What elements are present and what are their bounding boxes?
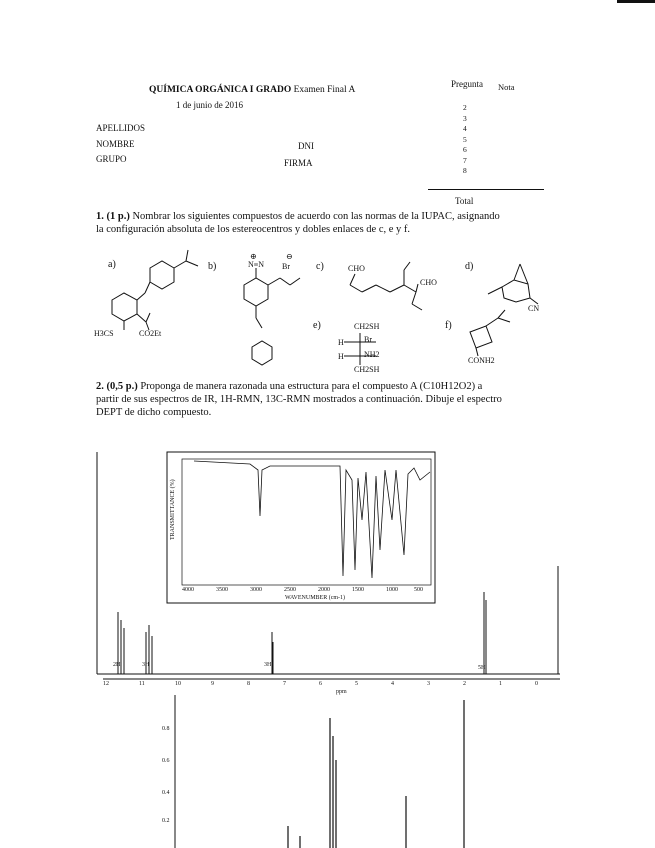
struct-b-plus: ⊕ — [250, 252, 257, 261]
grupo-field: GRUPO — [96, 154, 127, 164]
h-x-tick: 10 — [175, 681, 181, 687]
nombre-field: NOMBRE — [96, 139, 135, 149]
grade-number: 2 — [463, 103, 467, 112]
c-y-tick: 0.4 — [162, 790, 170, 796]
q2-text-line1: Proponga de manera razonada una estructura para el compuesto A (C10H12O2) a — [140, 381, 483, 392]
h-integral: 3H — [142, 662, 150, 668]
h-x-tick: 1 — [499, 681, 502, 687]
h-x-tick: 9 — [211, 681, 214, 687]
struct-e-top: CH2SH — [354, 322, 380, 331]
q2-text-line3: DEPT de dicho compuesto. — [96, 407, 212, 418]
ir-x-tick: 1500 — [352, 587, 364, 593]
h-x-tick: 3 — [427, 681, 430, 687]
grade-number: 4 — [463, 124, 467, 133]
ir-x-tick: 4000 — [182, 587, 194, 593]
label-a: a) — [108, 259, 116, 270]
ir-x-tick: 500 — [414, 587, 423, 593]
q2-text-line2: partir de sus espectros de IR, 1H-RMN, 13C-RMN mostrados a continuación. Dibuje el espectro — [96, 394, 502, 405]
ir-x-tick: 2000 — [318, 587, 330, 593]
label-b: b) — [208, 261, 217, 272]
struct-b-br: Br — [282, 262, 290, 271]
h-x-tick: 8 — [247, 681, 250, 687]
struct-e-bottom: CH2SH — [354, 365, 380, 374]
struct-f-conh2: CONH2 — [468, 356, 495, 365]
q1-text-line1: Nombrar los siguientes compuestos de acuerdo con las normas de la IUPAC, asignando — [132, 211, 500, 222]
h-nmr-unit: ppm — [336, 689, 347, 695]
h-integral: 5H — [478, 665, 486, 671]
h-integral: 3H — [264, 662, 272, 668]
title-subject: QUÍMICA ORGÁNICA I GRADO — [149, 85, 292, 95]
ir-inset-frame — [167, 452, 435, 603]
firma-field: FIRMA — [284, 158, 313, 168]
struct-e-nh2: NH2 — [364, 350, 380, 359]
struct-a-co2et: CO2Et — [139, 329, 162, 338]
struct-c-cho1: CHO — [348, 264, 365, 273]
struct-c-cho2: CHO — [420, 278, 437, 287]
dni-field: DNI — [298, 141, 314, 151]
q1-number: 1. — [96, 211, 104, 222]
grade-number: 6 — [463, 145, 467, 154]
struct-e-h1: H — [338, 338, 344, 347]
grade-number: 5 — [463, 134, 467, 144]
label-f: f) — [445, 320, 452, 331]
struct-d-cn: CN — [528, 304, 540, 313]
grade-number: 7 — [463, 155, 467, 165]
struct-b-minus: ⊖ — [286, 252, 293, 261]
label-c: c) — [316, 261, 324, 272]
q2-number: 2. — [96, 381, 104, 392]
ir-x-label: WAVENUMBER (cm-1) — [285, 595, 346, 601]
q1-points: (1 p.) — [106, 211, 130, 222]
q2-points: (0,5 p.) — [106, 381, 138, 392]
h-x-tick: 4 — [391, 681, 394, 687]
ir-x-tick: 3500 — [216, 587, 228, 593]
struct-e-h2: H — [338, 352, 344, 361]
q1-text-line2: la configuración absoluta de los estereocentros y dobles enlaces de c, e y f. — [96, 224, 411, 235]
c-y-tick: 0.8 — [162, 726, 170, 732]
h-x-tick: 6 — [319, 681, 322, 687]
h-x-tick: 0 — [535, 681, 538, 687]
total-label: Total — [455, 196, 474, 206]
ir-x-tick: 3000 — [250, 587, 262, 593]
h-x-tick: 11 — [139, 681, 145, 687]
h-x-tick: 7 — [283, 681, 286, 687]
grade-number: 3 — [463, 113, 467, 123]
c-y-tick: 0.6 — [162, 758, 170, 764]
h-x-tick: 12 — [103, 681, 109, 687]
struct-a-h3cs: H3CS — [94, 329, 114, 338]
struct-e-br: Br — [364, 335, 372, 344]
h-x-tick: 5 — [355, 681, 358, 687]
apellidos-field: APELLIDOS — [96, 123, 145, 133]
h-integral: 2H — [113, 662, 121, 668]
label-d: d) — [465, 261, 474, 272]
c-y-tick: 0.2 — [162, 818, 170, 824]
exam-date: 1 de junio de 2016 — [176, 100, 243, 110]
pregunta-label: Pregunta — [451, 79, 483, 89]
ir-x-tick: 2500 — [284, 587, 296, 593]
h-x-tick: 2 — [463, 681, 466, 687]
ir-x-tick: 1000 — [386, 587, 398, 593]
nota-label: Nota — [498, 82, 515, 92]
ir-y-label: TRANSMITTANCE (%) — [170, 479, 176, 540]
label-e: e) — [313, 320, 321, 331]
struct-b-nn: N≡N — [248, 260, 265, 269]
title-exam: Examen Final A — [293, 85, 356, 95]
grade-number: 8 — [463, 166, 467, 175]
